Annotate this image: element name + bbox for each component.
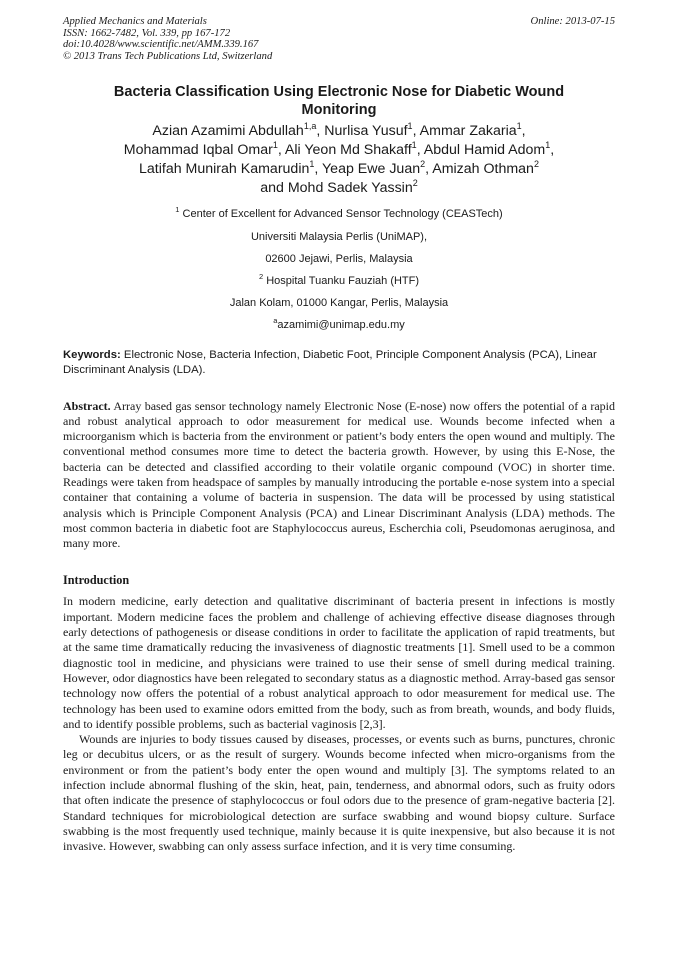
abstract-text: Array based gas sensor technology namely Electronic Nose (E-nose) now offers the potential of a rapid and robust analytical approach to odor measurement for medical use. Wounds become infected when a microorganism which is bacteria from the environment or patient’s body enters the open wound and multiply. The conventional method consumes more time to detect the bacteria growth. However, by using this E-Nose, the bacteria can be detected and classified according to their volatile organic compound (VOC) in shorter time. Readings were taken from headspace of samples by manually introducing the portable e-nose system into a special container that containing a volume of bacteria in suspension. The data will be processed by using statistical analysis which is Principle Component Analysis (PCA) and Linear Discriminant Analysis (LDA) methods. The most common bacteria in diabetic foot are Staphylococcus aureus, Escherchia coli, Pseudomonas aeruginosa, and many more. — [63, 398, 615, 551]
issn-line: ISSN: 1662-7482, Vol. 339, pp 167-172 — [63, 27, 231, 39]
doi-line: doi:10.4028/www.scientific.net/AMM.339.167 — [63, 39, 259, 51]
author-line: Latifah Munirah Kamarudin$^1$, Yeap Ewe Juan$^2$, Amizah Othman$^2$ — [139, 159, 539, 178]
affiliation-1: $^1$ Center of Excellent for Advanced Sensor Technology (CEASTech) — [175, 205, 503, 221]
affiliations — [63, 206, 615, 339]
journal-header — [63, 16, 615, 62]
affiliation-1-line3: 02600 Jejawi, Perlis, Malaysia — [265, 252, 413, 265]
intro-paragraph-2: Wounds are injuries to body tissues caused by diseases, processes, or events such as burns, punctures, chronic leg or decubitus ulcers, or as the result of surgery. Wounds become infected when micro-organisms from the environment or from the patient’s body enter the open wound and multiply [3]. The symptoms related to an infection include abnormal flushing of the skin, heat, pain, tenderness, and abnormal odors, such as fruity odors that often indicate the presence of staphylococcus or foul odors due to the presence of gram-negative bacteria [2]. Standard techniques for microbiological detection are surface swabbing and wound biopsy culture. Surface swabbing is the most frequently used technique, mainly because it is quite inexpensive, but also because it is not invasive. However, swabbing can only assess surface infection, and it is very time consuming. — [63, 732, 615, 854]
paper-title: Bacteria Classification Using Electronic Nose for Diabetic Wound Monitoring — [113, 84, 565, 119]
affiliation-1-line2: Universiti Malaysia Perlis (UniMAP), — [250, 230, 428, 243]
keywords-label: Keywords: — [63, 348, 121, 361]
abstract — [63, 399, 615, 552]
section-heading-introduction: Introduction — [63, 573, 130, 588]
author-line: Mohammad Iqbal Omar$^1$, Ali Yeon Md Shakaff$^1$, Abdul Hamid Adom$^1$, — [123, 140, 555, 159]
online-date: Online: 2013-07-15 — [530, 16, 615, 27]
abstract-label: Abstract. — [63, 398, 111, 413]
affiliation-2-line2: Jalan Kolam, 01000 Kangar, Perlis, Malaysia — [229, 297, 449, 310]
author-line: Azian Azamimi Abdullah$^{1,a}$, Nurlisa Yusuf$^1$, Ammar Zakaria$^1$, — [152, 121, 526, 140]
author-list — [63, 122, 615, 198]
author-line: and Mohd Sadek Yassin$^2$ — [260, 178, 418, 197]
keywords-text: Electronic Nose, Bacteria Infection, Diabetic Foot, Principle Component Analysis (PCA), Linear Discriminant Analysis (LDA). — [63, 348, 597, 376]
copyright-line: © 2013 Trans Tech Publications Ltd, Switzerland — [63, 50, 273, 62]
keywords — [63, 348, 615, 378]
journal-name: Applied Mechanics and Materials — [63, 16, 207, 27]
author-email: $^a$azamimi@unimap.edu.my — [273, 316, 405, 332]
intro-paragraph-1: In modern medicine, early detection and qualitative discriminant of bacteria present in infections is mostly important. Modern medicine faces the problem and challenge of achieving effective disease diagnoses through early detections of pathogenesis or disease conditions in order to facilitate the application of rapid treatments, but at the same time dramatically reducing the invasiveness of diagnostic treatments [1]. Smell used to be a common diagnostic tool in medicine, and physicians were trained to use their sense of smell during medical training. However, odor diagnostics have been relegated to secondary status as a diagnostic method. Array-based gas sensor technology now offers the potential of a robust analytical approach to odor measurement for medical use. The technology has been used to examine odors emitted from the body, such as from breath, wounds, and body fluids, and to identify possible problems, such as bacterial vaginosis [2,3]. — [63, 594, 615, 731]
affiliation-2: $^2$ Hospital Tuanku Fauziah (HTF) — [258, 271, 420, 287]
